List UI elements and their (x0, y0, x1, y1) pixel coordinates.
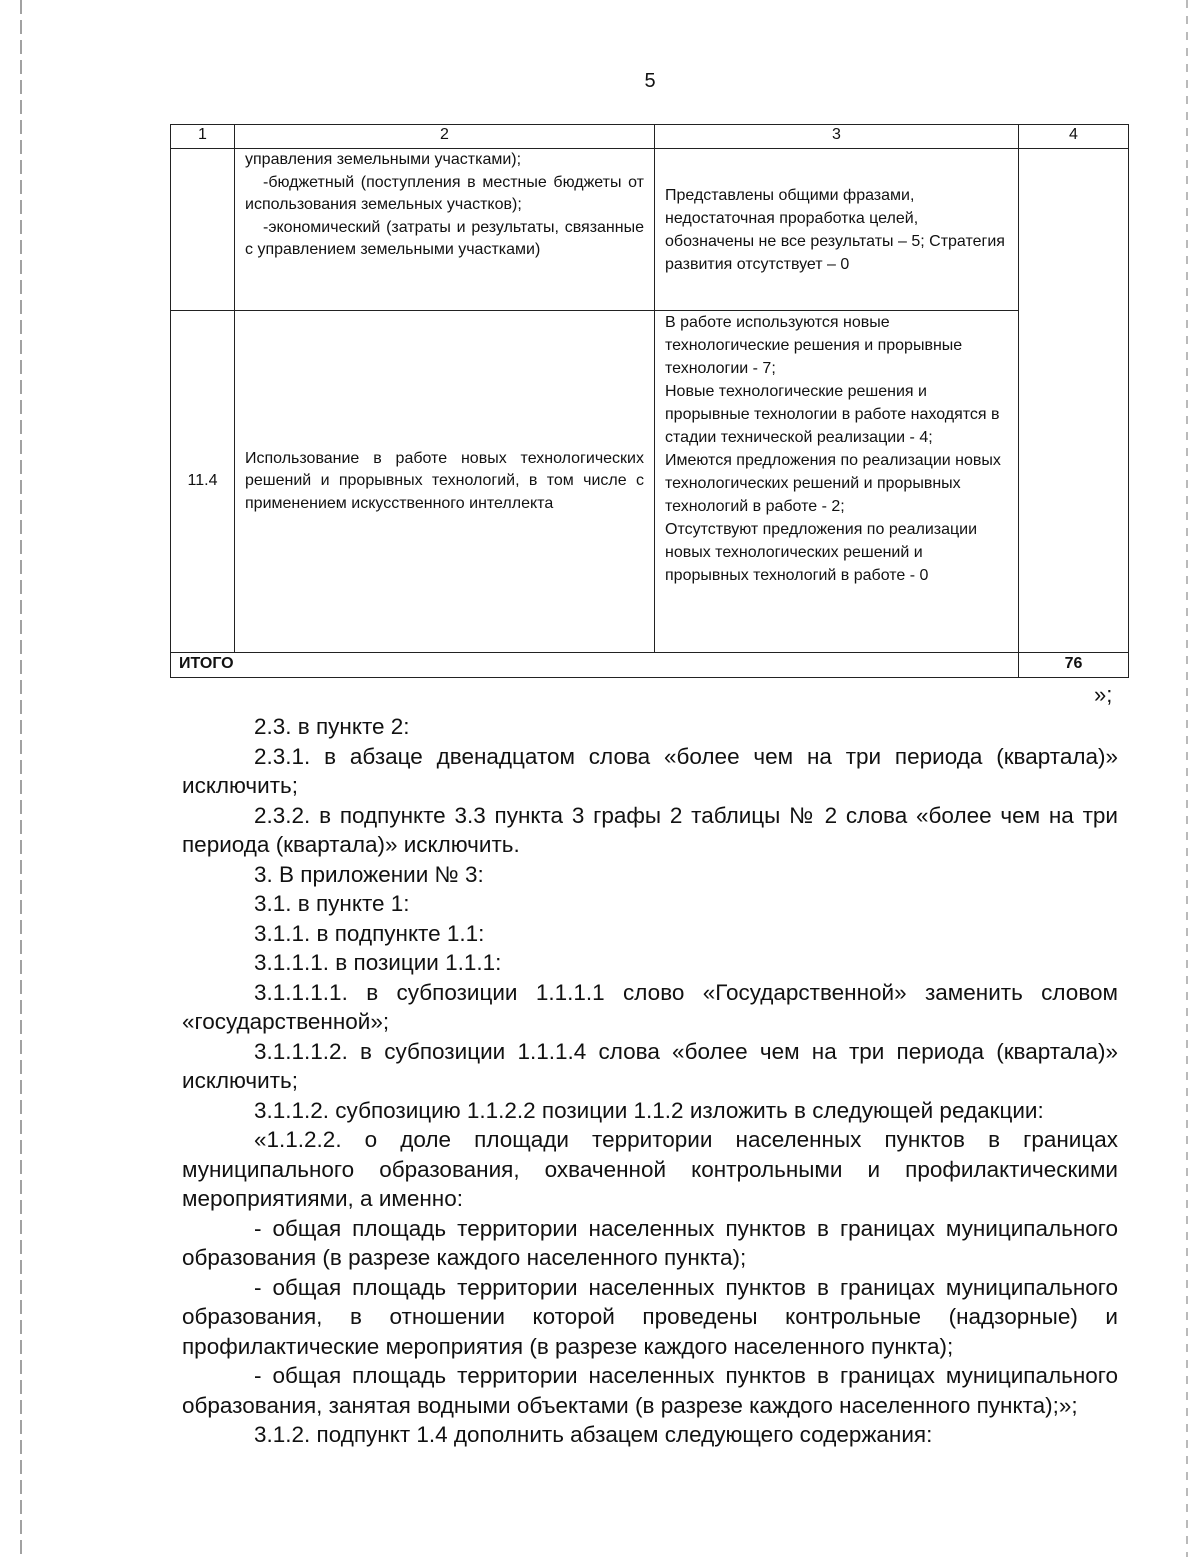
paragraph: 2.3.1. в абзаце двенадцатом слова «более чем на три периода (квартала)» исключить; (182, 743, 1118, 798)
page-number: 5 (644, 70, 656, 92)
table-row (171, 311, 1129, 653)
header-col-3: 3 (655, 125, 1019, 149)
paragraph: 3.1.1.1.2. в субпозиции 1.1.1.4 слова «более чем на три периода (квартала)» исключить; (182, 1038, 1118, 1093)
total-row (171, 653, 1129, 678)
paragraph: 3. В приложении № 3: (254, 861, 484, 887)
table-header-row (171, 125, 1129, 149)
row-number: 11.4 (171, 311, 235, 653)
row-criteria (655, 311, 1019, 653)
amendments-text (182, 712, 1118, 1450)
criteria-line: Имеются предложения по реализации новых технологических решений и прорывных технологий в работе - 2; (665, 452, 1001, 515)
criteria-line: Отсутствуют предложения по реализации новых технологических решений и прорывных технологий в работе - 0 (665, 521, 978, 584)
paragraph: 3.1.2. подпункт 1.4 дополнить абзацем следующего содержания: (254, 1422, 933, 1447)
paragraph: - общая площадь территории населенных пунктов в границах муниципального образования (в разрезе каждого населенного пункта); (182, 1215, 1118, 1270)
header-col-2: 2 (235, 125, 655, 149)
paragraph: 3.1.1.2. субпозицию 1.1.2.2 позиции 1.1.2 изложить в следующей редакции: (254, 1097, 1044, 1123)
criteria-line: В работе используются новые технологические решения и прорывные технологии - 7; (665, 314, 963, 377)
scan-edge-left (20, 0, 22, 1557)
row-continued-description (235, 149, 655, 311)
row-continued-criteria (655, 149, 1019, 311)
scan-edge-right (1186, 0, 1188, 1557)
description-line: -экономический (затраты и результаты, связанные с управлением земельными участками) (245, 218, 644, 258)
paragraph: 3.1.1.1.1. в субпозиции 1.1.1.1 слово «Государственной» заменить словом «государственной»; (182, 979, 1118, 1034)
header-col-4: 4 (1019, 125, 1129, 149)
description-line: -бюджетный (поступления в местные бюджеты от использования земельных участков); (245, 173, 644, 213)
row-continued-number (171, 149, 235, 311)
total-label: ИТОГО (171, 653, 1019, 678)
paragraph: 2.3.2. в подпункте 3.3 пункта 3 графы 2 таблицы № 2 слова «более чем на три периода (квартала)» исключить. (182, 802, 1118, 857)
paragraph: - общая площадь территории населенных пунктов в границах муниципального образования, занятая водными объектами (в разрезе каждого населенного пункта);»; (182, 1363, 1118, 1418)
paragraph: 3.1.1. в подпункте 1.1: (254, 920, 485, 946)
closing-quote: »; (1094, 682, 1113, 707)
score-cell (1019, 149, 1129, 653)
description-line: управления земельными участками); (245, 151, 522, 168)
table-row (171, 149, 1129, 311)
row-description: Использование в работе новых технологических решений и прорывных технологий, в том числе с применением искусственного интеллекта (235, 311, 655, 653)
criteria-text: Представлены общими фразами, недостаточная проработка целей, обозначены не все результаты – 5; Стратегия развития отсутствует – 0 (665, 186, 1005, 273)
header-col-1: 1 (171, 125, 235, 149)
criteria-line: Новые технологические решения и прорывные технологии в работе находятся в стадии технической реализации - 4; (665, 383, 1000, 446)
paragraph: 3.1.1.1. в позиции 1.1.1: (254, 950, 502, 975)
paragraph: - общая площадь территории населенных пунктов в границах муниципального образования, в отношении которой проведены контрольные (надзорные) и профилактические мероприятия (в разрезе каждого населенного пункта); (182, 1274, 1118, 1359)
paragraph: «1.1.2.2. о доле площади территории населенных пунктов в границах муниципального образования, охваченной контрольными и профилактическими мероприятиями, а именно: (182, 1127, 1118, 1211)
criteria-table (170, 124, 1129, 678)
total-value: 76 (1019, 653, 1129, 678)
paragraph: 3.1. в пункте 1: (254, 891, 410, 916)
paragraph: 2.3. в пункте 2: (254, 714, 410, 739)
